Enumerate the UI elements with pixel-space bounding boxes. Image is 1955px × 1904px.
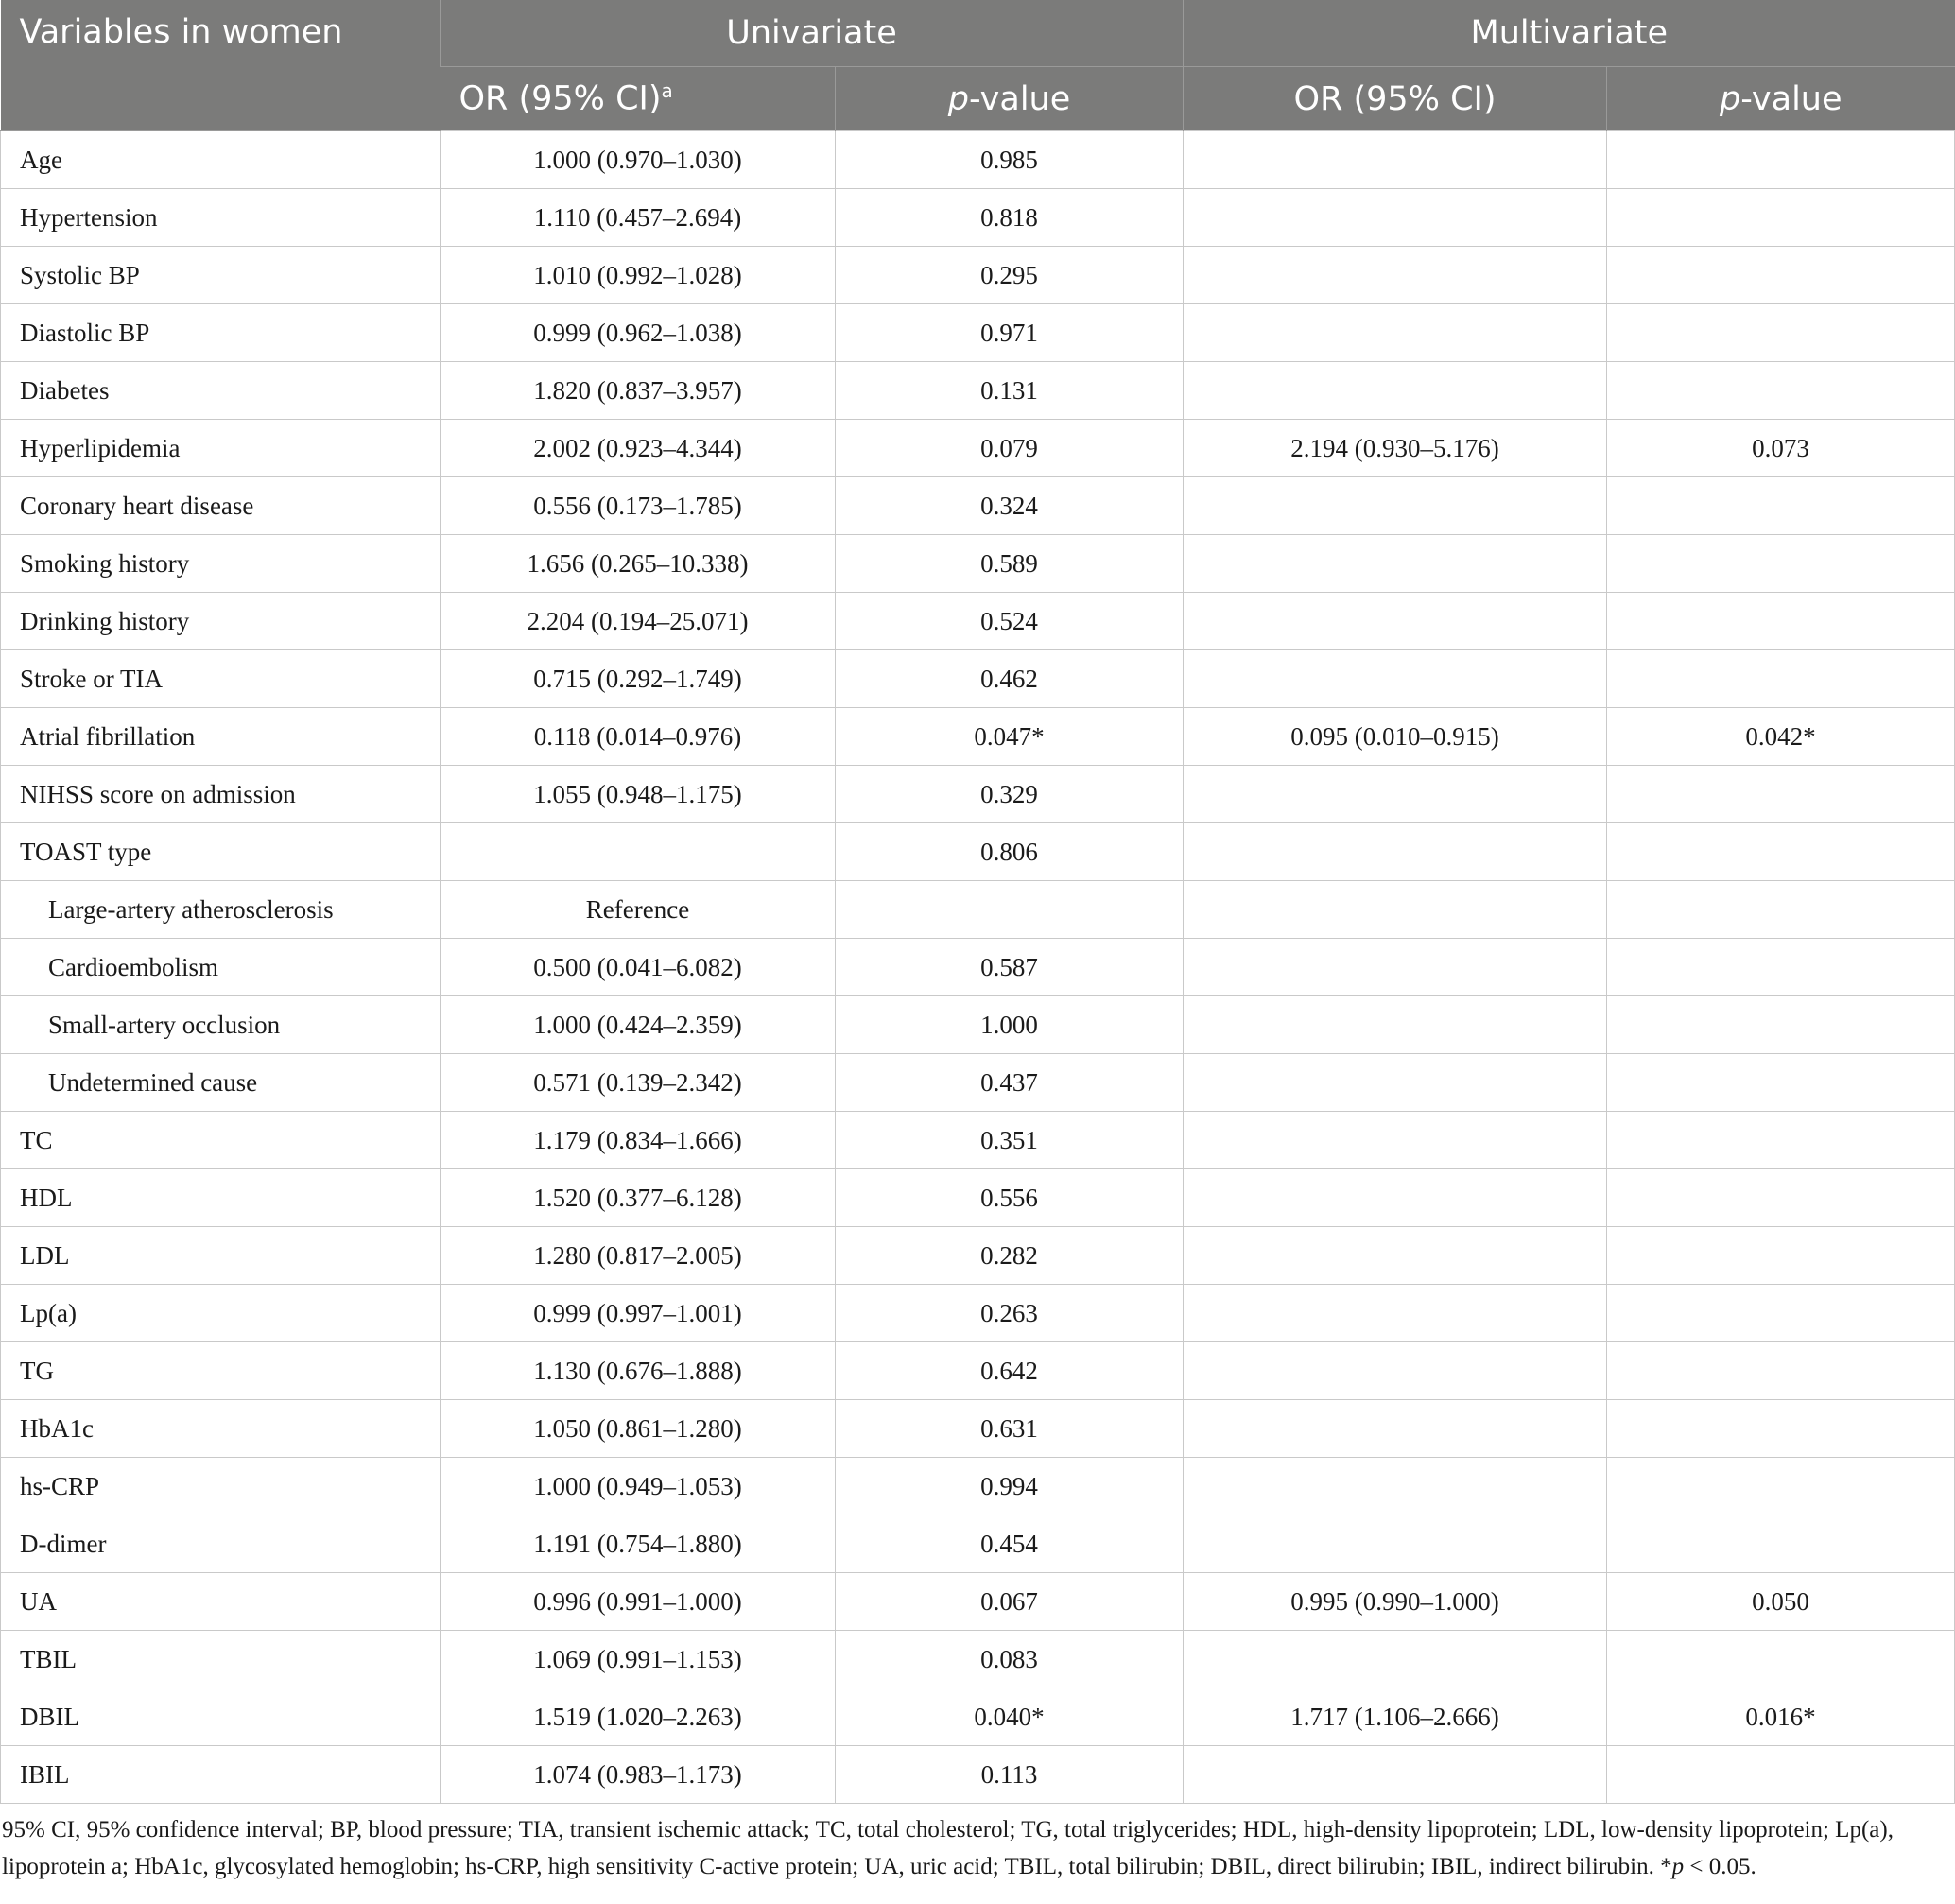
- cell-multi-or-ci: [1184, 766, 1607, 823]
- cell-multi-or-ci: 0.995 (0.990–1.000): [1184, 1573, 1607, 1631]
- cell-uni-or-ci: Reference: [441, 881, 836, 939]
- header-multi-p-suffix: -value: [1740, 79, 1843, 118]
- cell-uni-or-ci: 0.118 (0.014–0.976): [441, 708, 836, 766]
- cell-uni-p: 0.985: [836, 131, 1184, 189]
- cell-variable: DBIL: [1, 1688, 441, 1746]
- table-row: [1, 1285, 1955, 1342]
- table-row: [1, 535, 1955, 593]
- cell-variable: TC: [1, 1112, 441, 1169]
- table-header: [1, 0, 1955, 131]
- table-row: [1, 708, 1955, 766]
- cell-multi-p: [1607, 477, 1955, 535]
- cell-multi-p: [1607, 1227, 1955, 1285]
- table-row: [1, 247, 1955, 304]
- cell-uni-or-ci: 0.999 (0.962–1.038): [441, 304, 836, 362]
- cell-uni-or-ci: 1.520 (0.377–6.128): [441, 1169, 836, 1227]
- cell-uni-p: 0.454: [836, 1515, 1184, 1573]
- cell-multi-p: [1607, 996, 1955, 1054]
- cell-multi-p: [1607, 593, 1955, 650]
- cell-multi-p: [1607, 1342, 1955, 1400]
- cell-variable: TBIL: [1, 1631, 441, 1688]
- cell-multi-p: 0.073: [1607, 420, 1955, 477]
- cell-uni-p: [836, 881, 1184, 939]
- table-row: [1, 1515, 1955, 1573]
- table-row: [1, 1631, 1955, 1688]
- cell-multi-p: [1607, 1515, 1955, 1573]
- cell-variable: Diabetes: [1, 362, 441, 420]
- cell-multi-p: [1607, 1054, 1955, 1112]
- cell-variable: Age: [1, 131, 441, 189]
- cell-uni-p: 0.083: [836, 1631, 1184, 1688]
- cell-uni-or-ci: 1.055 (0.948–1.175): [441, 766, 836, 823]
- table-row: [1, 1342, 1955, 1400]
- cell-multi-or-ci: [1184, 1515, 1607, 1573]
- cell-uni-or-ci: 0.999 (0.997–1.001): [441, 1285, 836, 1342]
- header-multi-p: [1607, 67, 1955, 131]
- cell-variable: Small-artery occlusion: [1, 996, 441, 1054]
- header-multi-p-symbol: p: [1720, 79, 1741, 118]
- cell-multi-p: [1607, 1169, 1955, 1227]
- cell-uni-or-ci: 1.110 (0.457–2.694): [441, 189, 836, 247]
- footnote-p-threshold: < 0.05.: [1684, 1854, 1756, 1879]
- table-row: [1, 1688, 1955, 1746]
- cell-variable: NIHSS score on admission: [1, 766, 441, 823]
- cell-uni-or-ci: 1.280 (0.817–2.005): [441, 1227, 836, 1285]
- cell-multi-or-ci: [1184, 362, 1607, 420]
- cell-uni-p: 0.437: [836, 1054, 1184, 1112]
- header-uni-p-symbol: p: [947, 79, 969, 118]
- cell-uni-or-ci: 1.191 (0.754–1.880): [441, 1515, 836, 1573]
- cell-multi-or-ci: [1184, 996, 1607, 1054]
- header-uni-or-ci-sup: a: [661, 79, 673, 103]
- cell-uni-or-ci: 1.069 (0.991–1.153): [441, 1631, 836, 1688]
- cell-uni-p: 0.329: [836, 766, 1184, 823]
- cell-uni-p: 0.462: [836, 650, 1184, 708]
- cell-multi-p: 0.016*: [1607, 1688, 1955, 1746]
- cell-multi-p: [1607, 535, 1955, 593]
- cell-variable: TOAST type: [1, 823, 441, 881]
- cell-uni-or-ci: 0.715 (0.292–1.749): [441, 650, 836, 708]
- cell-uni-p: 0.040*: [836, 1688, 1184, 1746]
- cell-multi-p: [1607, 1746, 1955, 1804]
- cell-uni-or-ci: 2.002 (0.923–4.344): [441, 420, 836, 477]
- table-row: [1, 650, 1955, 708]
- header-uni-p-suffix: -value: [968, 79, 1071, 118]
- cell-variable: Atrial fibrillation: [1, 708, 441, 766]
- cell-multi-or-ci: [1184, 304, 1607, 362]
- cell-multi-p: [1607, 1458, 1955, 1515]
- header-multivariate: Multivariate: [1184, 0, 1955, 67]
- cell-multi-or-ci: [1184, 1285, 1607, 1342]
- table-row: [1, 1400, 1955, 1458]
- cell-uni-p: 0.067: [836, 1573, 1184, 1631]
- cell-uni-p: 0.806: [836, 823, 1184, 881]
- cell-multi-p: [1607, 823, 1955, 881]
- cell-uni-or-ci: 1.000 (0.970–1.030): [441, 131, 836, 189]
- cell-multi-or-ci: [1184, 477, 1607, 535]
- cell-uni-p: 0.263: [836, 1285, 1184, 1342]
- cell-multi-or-ci: [1184, 1458, 1607, 1515]
- cell-uni-p: 0.994: [836, 1458, 1184, 1515]
- table-row: [1, 1746, 1955, 1804]
- cell-multi-or-ci: [1184, 1400, 1607, 1458]
- cell-multi-p: [1607, 1285, 1955, 1342]
- cell-variable: Large-artery atherosclerosis: [1, 881, 441, 939]
- cell-multi-or-ci: [1184, 1169, 1607, 1227]
- table-row: [1, 477, 1955, 535]
- cell-uni-or-ci: 0.556 (0.173–1.785): [441, 477, 836, 535]
- cell-uni-or-ci: 2.204 (0.194–25.071): [441, 593, 836, 650]
- cell-multi-p: [1607, 362, 1955, 420]
- cell-multi-or-ci: [1184, 1112, 1607, 1169]
- cell-uni-p: 0.818: [836, 189, 1184, 247]
- cell-uni-p: 0.631: [836, 1400, 1184, 1458]
- cell-variable: Coronary heart disease: [1, 477, 441, 535]
- table-row: [1, 939, 1955, 996]
- cell-uni-p: 0.642: [836, 1342, 1184, 1400]
- cell-multi-or-ci: [1184, 939, 1607, 996]
- table-row: [1, 1227, 1955, 1285]
- table-row: [1, 1112, 1955, 1169]
- cell-variable: Systolic BP: [1, 247, 441, 304]
- cell-multi-p: [1607, 131, 1955, 189]
- cell-multi-or-ci: [1184, 881, 1607, 939]
- cell-uni-p: 1.000: [836, 996, 1184, 1054]
- cell-multi-p: [1607, 650, 1955, 708]
- cell-multi-p: [1607, 189, 1955, 247]
- cell-uni-p: 0.587: [836, 939, 1184, 996]
- cell-multi-p: [1607, 1400, 1955, 1458]
- cell-variable: IBIL: [1, 1746, 441, 1804]
- cell-uni-or-ci: 1.656 (0.265–10.338): [441, 535, 836, 593]
- cell-variable: TG: [1, 1342, 441, 1400]
- cell-uni-p: 0.524: [836, 593, 1184, 650]
- cell-uni-p: 0.324: [836, 477, 1184, 535]
- table-row: [1, 766, 1955, 823]
- header-uni-or-ci: [441, 67, 836, 131]
- cell-variable: hs-CRP: [1, 1458, 441, 1515]
- cell-multi-or-ci: [1184, 535, 1607, 593]
- cell-multi-or-ci: [1184, 593, 1607, 650]
- table-row: [1, 881, 1955, 939]
- table-row: [1, 1169, 1955, 1227]
- header-variables: Variables in women: [1, 0, 441, 131]
- table-footnote: [0, 1804, 1953, 1885]
- cell-multi-or-ci: 2.194 (0.930–5.176): [1184, 420, 1607, 477]
- cell-variable: D-dimer: [1, 1515, 441, 1573]
- cell-uni-or-ci: 1.074 (0.983–1.173): [441, 1746, 836, 1804]
- cell-multi-or-ci: [1184, 131, 1607, 189]
- cell-multi-or-ci: [1184, 1342, 1607, 1400]
- cell-uni-or-ci: 1.179 (0.834–1.666): [441, 1112, 836, 1169]
- cell-multi-or-ci: [1184, 1227, 1607, 1285]
- cell-multi-or-ci: [1184, 247, 1607, 304]
- cell-variable: Lp(a): [1, 1285, 441, 1342]
- footnote-p-symbol: p: [1671, 1854, 1685, 1879]
- cell-uni-or-ci: 1.010 (0.992–1.028): [441, 247, 836, 304]
- cell-variable: UA: [1, 1573, 441, 1631]
- cell-multi-p: 0.042*: [1607, 708, 1955, 766]
- cell-multi-p: [1607, 304, 1955, 362]
- cell-multi-or-ci: [1184, 1054, 1607, 1112]
- cell-uni-or-ci: 1.519 (1.020–2.263): [441, 1688, 836, 1746]
- cell-uni-or-ci: 0.500 (0.041–6.082): [441, 939, 836, 996]
- cell-multi-p: [1607, 881, 1955, 939]
- cell-multi-p: [1607, 1112, 1955, 1169]
- cell-uni-p: 0.351: [836, 1112, 1184, 1169]
- cell-uni-p: 0.079: [836, 420, 1184, 477]
- cell-uni-p: 0.295: [836, 247, 1184, 304]
- table-row: [1, 304, 1955, 362]
- cell-variable: Hyperlipidemia: [1, 420, 441, 477]
- cell-variable: Diastolic BP: [1, 304, 441, 362]
- cell-multi-p: [1607, 766, 1955, 823]
- table-row: [1, 420, 1955, 477]
- cell-multi-p: [1607, 939, 1955, 996]
- cell-variable: Cardioembolism: [1, 939, 441, 996]
- table-row: [1, 996, 1955, 1054]
- cell-uni-or-ci: 1.000 (0.424–2.359): [441, 996, 836, 1054]
- cell-uni-or-ci: 1.130 (0.676–1.888): [441, 1342, 836, 1400]
- cell-uni-or-ci: 1.050 (0.861–1.280): [441, 1400, 836, 1458]
- table-row: [1, 823, 1955, 881]
- cell-multi-p: [1607, 1631, 1955, 1688]
- cell-variable: Drinking history: [1, 593, 441, 650]
- header-uni-or-ci-label: OR (95% CI): [458, 79, 662, 118]
- cell-multi-or-ci: [1184, 650, 1607, 708]
- cell-uni-p: 0.556: [836, 1169, 1184, 1227]
- cell-variable: Hypertension: [1, 189, 441, 247]
- cell-multi-p: [1607, 247, 1955, 304]
- footnote-text: 95% CI, 95% confidence interval; BP, blood pressure; TIA, transient ischemic attack; TC, total cholesterol; TG, total triglycerides; HDL, high-density lipoprotein; LDL, low-density lipoprotein; Lp(a), lipoprotein a; HbA1c, glycosylated hemoglobin; hs-CRP, high sensitivity C-active protein; UA, uric acid; TBIL, total bilirubin; DBIL, direct bilirubin; IBIL, indirect bilirubin. *: [2, 1817, 1894, 1879]
- table-row: [1, 1054, 1955, 1112]
- cell-multi-or-ci: [1184, 823, 1607, 881]
- header-multi-or-ci: OR (95% CI): [1184, 67, 1607, 131]
- cell-uni-or-ci: 1.820 (0.837–3.957): [441, 362, 836, 420]
- cell-variable: Smoking history: [1, 535, 441, 593]
- cell-variable: Stroke or TIA: [1, 650, 441, 708]
- cell-uni-or-ci: 1.000 (0.949–1.053): [441, 1458, 836, 1515]
- cell-uni-p: 0.971: [836, 304, 1184, 362]
- cell-uni-p: 0.131: [836, 362, 1184, 420]
- cell-uni-p: 0.282: [836, 1227, 1184, 1285]
- table-body: [1, 131, 1955, 1804]
- cell-uni-or-ci: 0.996 (0.991–1.000): [441, 1573, 836, 1631]
- cell-uni-p: 0.589: [836, 535, 1184, 593]
- header-univariate: Univariate: [441, 0, 1184, 67]
- cell-uni-or-ci: 0.571 (0.139–2.342): [441, 1054, 836, 1112]
- cell-variable: Undetermined cause: [1, 1054, 441, 1112]
- table-row: [1, 189, 1955, 247]
- cell-uni-p: 0.113: [836, 1746, 1184, 1804]
- cell-variable: HDL: [1, 1169, 441, 1227]
- cell-multi-or-ci: 0.095 (0.010–0.915): [1184, 708, 1607, 766]
- cell-multi-or-ci: [1184, 1631, 1607, 1688]
- table-row: [1, 131, 1955, 189]
- header-uni-p: [836, 67, 1184, 131]
- table-row: [1, 593, 1955, 650]
- cell-variable: LDL: [1, 1227, 441, 1285]
- cell-variable: HbA1c: [1, 1400, 441, 1458]
- table-row: [1, 1458, 1955, 1515]
- cell-uni-or-ci: [441, 823, 836, 881]
- table-row: [1, 362, 1955, 420]
- cell-multi-p: 0.050: [1607, 1573, 1955, 1631]
- cell-multi-or-ci: [1184, 1746, 1607, 1804]
- cell-uni-p: 0.047*: [836, 708, 1184, 766]
- cell-multi-or-ci: [1184, 189, 1607, 247]
- cell-multi-or-ci: 1.717 (1.106–2.666): [1184, 1688, 1607, 1746]
- table-row: [1, 1573, 1955, 1631]
